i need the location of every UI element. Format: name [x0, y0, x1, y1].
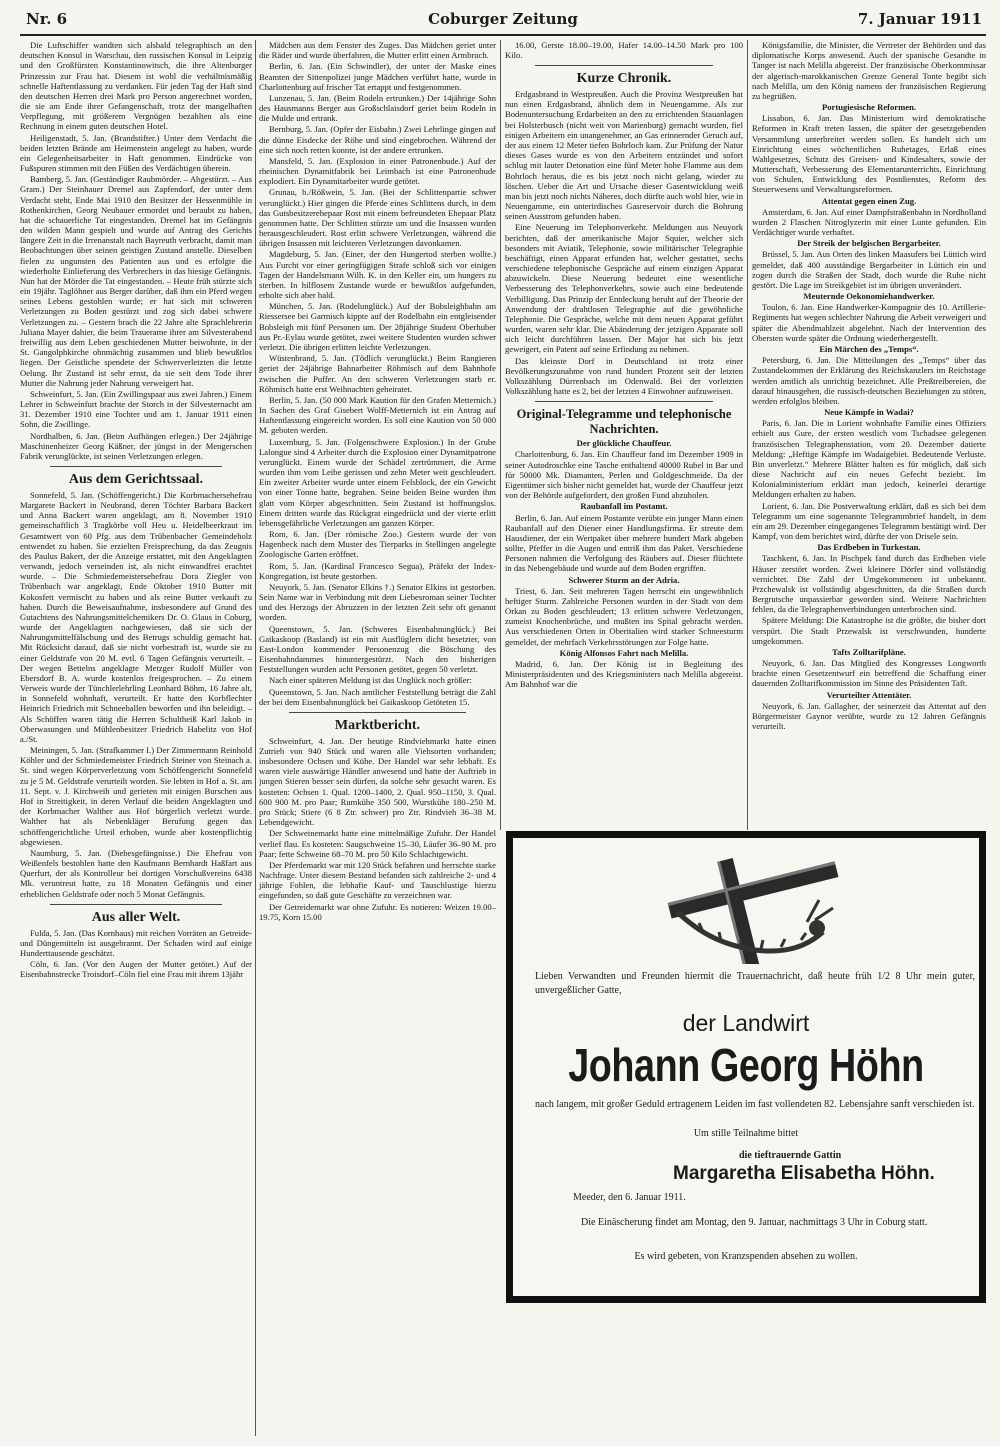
article-bamberg: Bamberg, 5. Jan. (Geständiger Raubmörder. – Abgestürzt. – Aus Gram.) Der Steinhauer Dremel aus Zapfendorf, der unter dem Verdacht steht, Ende Mai 1910 den Besitzer der Hessenmühle in Rothenkirchen, Georg Neubauer ermordet und beraubt zu haben, hat die schauerliche Tat eingestanden. Dremel hat im Gefängnis den wilden Mann gespielt und wurde auf Antrag des Gerichts längere Zeit in die Irrenanstalt nach Bayreuth verbracht, damit man Beobachtungen über seinen geistigen Zustand anstelle. Dieselben fielen zu ungunsten des Patienten aus und es erfolgte die wiederholte Einlieferung des Verbrechers in das hiesige Gefängnis. Nun hat der Mörder die Tat eingestanden. – Heute früh stürzte sich ein 19jähr. Taglöhner aus Berger darüber, daß ihm ein Pferd wegen seines Lebens gestohlen wurde; er hat sich mit schweren Verletzungen zu Boden gestürzt und zog sich dabei schwere Verletzungen zu. – Gestern brach die 22 Jahre alte Sprachlehrerin Juliana Mayer dahier, die beim Trauerame ihrer am Silvesterabend freiwillig aus dem Leben geschiedenen Mutter beiwohnte, in der St. Gangolphkirche ohnmächtig zusammen und blieb bewußtlos liegen. Der Geistliche spendete der Schwerverletzten die letzte Oelung. Ihr Zustand ist sehr ernst, da sie seit dem Tode ihrer Mutter die Nahrung jeder Nahrung verweigert hat.	[20, 174, 252, 388]
article-meiningen: Meiningen, 5. Jan. (Strafkammer I.) Der Zimmermann Reinhold Köhler und der Schmiedemeister Friedrich Steiner von Steinach a. St. sind wegen Körperverletzung vom Schöffengericht Sonnefeld zu je 5 M. Geldstrafe verurteilt worden. Sie lebten in Hof a. St. am 11. Sept. v. J. Kirchweih und gerieten mit einigen Burschen aus Hof in Streitigkeit, in deren Verlauf die beiden Angeklagten und der Korbmacher Walther aus Hof bürgerlich verletzt wurde. Walther hat als Nebenkläger Berufung gegen das schöffengerichtliche Urteil erhoben, wurde aber kostenpflichtig abgewiesen.	[20, 745, 252, 847]
column-rule	[747, 40, 748, 830]
article-rom-zoo: Rom, 6. Jan. (Der römische Zoo.) Gestern wurde der von Hagenbeck nach dem Muster des Tierparks in Stellingen angelegte Zoologische Garten eröffnet.	[259, 529, 496, 560]
article-erdgasbrand: Erdgasbrand in Westpreußen. Auch die Provinz Westpreußen hat nun einen Erdgasbrand, ähnlich dem in Neuengamme. Als zur Bodenuntersuchung Erdarbeiten an den zu errichtenden Stauanlagen bei Holsterbusch (nicht weit von Marienburg) gemacht wurden, fiel einigen Arbeitern ein unangenehmer, an Gas erinnernder Geruch auf, der aus einem 12 Meter tiefen Bohrloch kam. Zur Prüfung der Natur dieses Gases wurde es von den Arbeitern entzündet und sofort schlug mit lauter Detonation eine fünf Meter hohe Flamme aus dem Bohrloch heraus, die es bis jetzt noch nicht gelang, wieder zu löschen. Ueber die Art und Ursache dieser Gasentwicklung weiß man bis jetzt noch nichts Näheres, doch dürfte auch wohl hier, wie in Neuengamme, ein unterirdisches Gasreservoir durch die Bohrung seinen Ausstrom gefunden haben.	[505, 89, 743, 222]
article-taschkent-update: Spätere Meldung: Die Katastrophe ist die größte, die bisher dort verspürt. Die Stadt Przewalsk ist verschwunden, hunderte umgekommen.	[752, 615, 986, 646]
market-horses: Der Pferdemarkt war mit 120 Stück befahren und herrschte starke Nachfrage. Unter diesem Bestand befanden sich zahlreiche 2- und 4 jährige Fohlen, die lebhafte Kauf- und Tauschlustige hierzu eingefunden, so daß gute Geschäfte zu verzeichnen war.	[259, 859, 496, 901]
article-luxemburg: Luxemburg, 5. Jan. (Folgenschwere Explosion.) In der Grube Lalongue sind 4 Arbeiter durch die Explosion einer Dynamitpatrone verunglückt. Einem wurde der Schädel zertrümmert, die Arme wurden ihm vom Leibe gerissen und zehn Meter weit geschleudert. Ein zweiter Arbeiter wurde unter einem Felsblock, der ein Gewicht von einer Tonne hatte, begraben. Seine beiden Beine wurden ihm glatt vom Körper abgeschnitten. Sein Zustand ist hoffnungslos. Einem dritten wurde das Rückgrat eingedrückt und der vierte erlitt lebensgefährliche Verletzungen am ganzen Körper.	[259, 436, 496, 528]
masthead	[20, 8, 986, 36]
column-3	[505, 40, 743, 828]
market-grain-cont: 16.00, Gerste 18.00–19.00, Hafer 14.00–14.50 Mark pro 100 Kilo.	[505, 40, 743, 61]
article-coeln: Cöln, 6. Jan. (Vor den Augen der Mutter getötet.) Auf der Eisenbahnstrecke Troisdorf–Cöln fiel eine Frau mit ihrem 13jähr	[20, 959, 252, 980]
notice-flowers: Es wird gebeten, von Kranzspenden absehen zu wollen.	[634, 1251, 858, 1262]
article-sturm: Triest, 6. Jan. Seit mehreren Tagen herrscht ein ungewöhnlich heftiger Sturm. Zahlreiche Personen wurden in der Stadt von dem Orkan zu Boden geschleudert; 13 erlitten schwere Verletzungen, zumeist Knochenbrüche, und mußten ins Spital gebracht werden. Aus verschiedenen Orten in Oberitalien wird starker Schneesturm gemeldet, der mehrfach Verkehrsstörungen zur Folge hatte.	[505, 585, 743, 647]
article-taschkent: Taschkent, 6. Jan. In Pischpek fand durch das Erdbeben viele Häuser zerstört worden. Zwei kleinere Dörfer sind vollständig vernichtet. Die Zahl der Umgekommenen ist unbekannt. Przchewalsk ist vollständig abgeschnitten, da die Straßen durch Bergrutsche unpassierbar geworden sind. Weitere Nachrichten fehlen, da die Telegraphenverbindungen unterbrochen sind.	[752, 553, 986, 615]
notice-deceased-name: Johann Georg Höhn	[568, 1039, 924, 1091]
divider	[289, 712, 466, 713]
article-queenstown: Queenstown, 5. Jan. (Schweres Eisenbahnunglück.) Bei Gaikaskoop (Basland) ist ein mit Ausflüglern dicht besetzter, von East-London kommender Personenzug die Böschung des Eisenbahndammes hinuntergestürzt. Nach den bisherigen Feststellungen wurden acht Personen getötet, gegen 50 verletzt.	[259, 623, 496, 675]
article-heiligenstadt: Heiligenstadt, 5. Jan. (Brandstifter.) Unter dem Verdacht die beiden letzten Brände am Heimenstein angelegt zu haben, wurde ein Gelegenheitsarbeiter in Haft genommen. Eindrücke von Fußspuren stimmen mit den Füßen des Verdächtigen überein.	[20, 132, 252, 174]
cross-with-wreath-icon	[657, 848, 853, 964]
article-kleinstes-dorf: Das kleinste Dorf in Deutschland ist trotz einer Bevölkerungszunahme von rund hundert Prozent seit der letzten Volkszählung Dürrenbach im Odenwald. Bei der vorletzten Volkszählung hatte es 2, bei der letzten 4 Einwohner aufzuweisen.	[505, 355, 743, 397]
article-toulon: Toulon, 6. Jan. Eine Handwerker-Kompagnie des 10. Artillerie-Regiments hat wegen schlechter Nahrung die Arbeit verweigert und später die Abendmahlzeit abgelehnt. Nach der Intervention des Obersten wurde später die Ordnung wiederhergestellt.	[752, 302, 986, 343]
notice-text: nach langem, mit großer Geduld ertragenem Leiden im fast vollendeten 82. Lebensjahre sanft verschieden ist.	[535, 1099, 975, 1110]
headline-attentat: Attentat gegen einen Zug.	[821, 195, 917, 206]
notice-mourners: die tieftrauernde Gattin	[739, 1150, 842, 1161]
market-pigs: Der Schweinemarkt hatte eine mittelmäßige Zufuhr. Der Handel verlief flau. Es kosteten: Saugschweine 15–30, Läufer 36–90 M. pro Paar; fette Schweine 68–70 M. pro 50 Kilo Schlachtgewicht.	[259, 828, 496, 859]
article-queenstown-note: Nach einer späteren Meldung ist das Unglück noch größer:	[269, 675, 472, 686]
divider	[535, 401, 713, 402]
article-muenchen: München, 5. Jan. (Rodelunglück.) Auf der Bobsleighbahn am Riessersee bei Garmisch kippte auf der Rodelbahn ein entgleisender Bobsleigh mit fünf Personen um. Der 28jährige Student Oberhuber aus Pr.-Eylau wurde getötet, zwei weitere Studenten wurden schwer verletzt. Die übrigen erlitten leichte Verletzungen.	[259, 301, 496, 352]
market-grain: Der Getreidemarkt war ohne Zufuhr. Es notieren: Weizen 19.00–19.75, Korn 15.00	[259, 901, 496, 922]
headline-temps: Ein Märchen des „Temps“.	[819, 343, 919, 354]
headline-streik: Der Streik der belgischen Bergarbeiter.	[797, 238, 941, 249]
article-lorient: Lorient, 6. Jan. Die Postverwaltung erklärt, daß es sich bei dem Telegramm um eine sogenannte Telegrammbrief handelt, in dem ein am 29. Dezember eingegangenes Telegramm bestätigt wird. Der Kampf, von dem berichtet wird, dürfte der von Drisele sein.	[752, 500, 986, 542]
section-heading-market: Marktbericht.	[334, 718, 421, 733]
headline-erdbeben: Das Erdbeben in Turkestan.	[817, 542, 921, 553]
headline-raubanfall: Raubanfall im Postamt.	[580, 501, 668, 512]
article-nordhalben: Nordhalben, 6. Jan. (Beim Aufhängen erlegen.) Der 24jährige Maschinenheizer Georg Käßner, der jüngst in der Mengerschen Fabrik verunglückte, ist seinen Verletzungen erlegen.	[20, 430, 252, 461]
column-rule	[500, 40, 501, 830]
divider	[50, 466, 222, 467]
article-luftschiffer: Die Luftschiffer wandten sich alsbald telegraphisch an den deutschen Konsul in Warschau, den russischen Konsul in Leipzig und den Großfürsten Konstantinowitsch, die ihre Altenburger Prinzessin zur Frau hat. Diesem ist wohl die verhältnismäßig schnelle Haftentlassung zu verdanken. Für jeden Tag der Haft sind den deutschen Herren drei Mark pro Person angerechnet worden, die sie am Ende ihrer Gefangenschaft, trotz der mangelhaften Verpflegung, mit größerem Vergnügen bezahlten als eine Rechnung in einem guten deutschen Hotel.	[20, 40, 252, 132]
article-raubanfall: Berlin, 6. Jan. Auf einem Postamte verübte ein junger Mann einen Raubanfall auf den Diener einer Handlungsfirma. Er streute dem Hausdiener, der ein Wertpaket über mehrere hundert Mark abgeben sollte, Pfeffer in die Augen und entriß ihm das Paket. Verschiedene Personen nahmen die Verfolgung des Räubers auf. Dieser flüchtete in das Nebengebäude und wurde auf dem Boden ergriffen.	[505, 512, 743, 574]
death-notice	[506, 831, 986, 1303]
article-coeln-cont: Mädchen aus dem Fenster des Zuges. Das Mädchen geriet unter die Räder und wurde überfahren, die Mutter erlitt einen Armbruch.	[259, 40, 496, 61]
headline-attentaeter: Verurteilter Attentäter.	[826, 689, 912, 700]
notice-condolence-request: Um stille Teilnahme bittet	[693, 1128, 799, 1139]
headline-taft: Tafts Zolltarifpläne.	[832, 646, 906, 657]
article-chauffeur: Charlottenburg, 6. Jan. Ein Chauffeur fand im Dezember 1909 in seiner Autodroschke eine Tasche enthaltend 40000 Rubel in Bar und für 50000 Mk. Diamanten, Perlen und Goldgeschmeide. Da der Eigentümer sich bisher nicht gemeldet hat, wurde der Chauffeur jetzt von der Behörde aufgefordert, den großen Fund abzuholen.	[505, 449, 743, 501]
article-queenstown-update: Queenstown, 5. Jan. Nach amtlicher Feststellung beträgt die Zahl der bei dem Eisenbahnunglück bei Gaikaskoop Getöteten 15.	[259, 686, 496, 707]
article-mansfeld: Mansfeld, 5. Jan. (Explosion in einer Patronenbude.) Auf der rheinischen Dynamitfabrik bei Leimbach ist eine Patronenbude explodiert. Ein Dynamitarbeiter wurde getötet.	[259, 155, 496, 187]
article-alfonso: Madrid, 6. Jan. Der König ist in Begleitung des Ministerpräsidenten und des Kriegsministers nach Melilla abgereist. Am Bahnhof war die	[505, 658, 743, 690]
article-schweinfurt: Schweinfurt, 5. Jan. (Ein Zwillingspaar aus zwei Jahren.) Einem Lehrer in Schweinfurt brachte der Storch in der Silvesternacht am 31. Dezember 1910 eine Tochter und am 1. Januar 1911 einen Sohn, die Zwillinge.	[20, 388, 252, 430]
article-amsterdam: Amsterdam, 6. Jan. Auf einer Dampfstraßenbahn in Nordholland wurden 2 Flaschen Nitroglyzerin mit einer Lunte gefunden. Ein Verdächtiger wurde verhaftet.	[752, 206, 986, 238]
article-fulda: Fulda, 5. Jan. (Das Kornhaus) mit reichen Vorräten an Getreide- und Düngemitteln ist ausgebrannt. Der Schaden wird auf einige Hunderttausende geschätzt.	[20, 927, 252, 958]
article-telephon: Eine Neuerung im Telephonverkehr. Meldungen aus Neuyork berichten, daß der amerikanische Major Squier, welcher sich besonders mit Aviatik, Telephonie, sowie militärischer Telegraphie beschäftigt, einen Apparat erfunden hat, welcher gestattet, sechs verschiedene telephonische Gespräche auf einem einzigen Apparat abzuwickeln. Diese Neuerung bedeutet eine wesentliche Verbesserung des Telephonverkehrs, sowie auch eine bedeutende Verbilligung. Das Prinzip der Entdeckung beruht auf der Theorie der Anwendung der drahtlosen Telegraphie auf die gewöhnliche Telephonie. Die Gespräche, welche mit dem neuen Apparat geführt wurden, waren sehr klar. Die Abänderung der jetzigen Apparate soll sich leicht durchführen lassen. Der Major hat sich bis jetzt geweigert, ein Patent auf seine Erfindung zu nehmen.	[505, 222, 743, 355]
headline-chauffeur: Der glückliche Chauffeur.	[576, 438, 672, 449]
column-2	[259, 40, 496, 1436]
newspaper-title: Coburger Zeitung	[428, 10, 578, 28]
article-petersburg: Petersburg, 6. Jan. Die Mitteilungen des „Temps“ über das Zustandekommen der Erklärung des Reichskanzlers im Reichstage werden amtlich als unrichtig bezeichnet. Alle Preßtreibereien, die darauf hinausgehen, die russisch-deutschen Beziehungen zu stören, werden erfolglos bleiben.	[752, 355, 986, 406]
article-magdeburg: Magdeburg, 5. Jan. (Einer, der den Hungertod sterben wollte.) Aus Furcht vor einer geringfügigen Strafe schloß sich vor einigen Tagen der Handelsmann Wilh. K. in den Keller ein, um hungers zu sterben. In hilflosem Zustande wurde er bewußtlos aufgefunden, erholte sich aber bald.	[259, 249, 496, 301]
article-grunau: Grunau, b./Rößwein, 5. Jan. (Bei der Schlittenpartie schwer verunglückt.) Hier gingen die Pferde eines Schlittens durch, in dem das Gutsbesitzerehepaar Rost mit einem befreundeten Ehepaar Platz genommen hatte. Der Schlitten stürzte um und die Insassen wurden herausgeschleudert. Rost erlitt schwere Verletzungen, während die übrigen Insassen mit leichteren Verletzungen davonkamen.	[259, 187, 496, 249]
notice-intro: Lieben Verwandten und Freunden hiermit die Trauernachricht, daß heute früh 1/2 8 Uhr mein guter, unvergeßlicher Gatte,	[535, 971, 975, 996]
article-wuestenbrand: Wüstenbrand, 5. Jan. (Tödlich verunglückt.) Beim Rangieren geriet der 24jährige Bahnarbeiter Röhmisch auf dem Bahnhofe zwischen die Puffer. An den schweren Verletzungen starb er. Röhmisch hatte erst Weihnachten geheiratet.	[259, 353, 496, 394]
article-alfonso-cont: Königsfamilie, die Minister, die Vertreter der Behörden und das diplomatische Korps anwesend. Auch der spanische Gesandte in Tanger ist nach Melilla abgereist. Der französische Oberkommissar der algerisch-marokkanischen Grenze General Tonte begibt sich nach Melilla, um den König namens der französischen Regierung zu begrüßen.	[752, 40, 986, 101]
article-berlin-kaution: Berlin, 5. Jan. (50 000 Mark Kaution für den Grafen Metternich.) In Sachen des Graf Gisebert Wolff-Metternich ist ein Antrag auf Haftentlassung eingereicht worden. Es soll eine Kaution von 50 000 M. geboten werden.	[259, 394, 496, 436]
divider	[535, 65, 713, 66]
article-lissabon: Lissabon, 6. Jan. Das Ministerium wird demokratische Reformen in Kraft treten lassen, die später der gesetzgebenden Versammlung unterbreitet werden sollen. Es handelt sich um Einrichtung eines wöchentlichen Ruhetages, Erlaß eines Wahlgesetzes, Schutz des Greisen- und Kindesalters, sowie der Mutterschaft, Verbesserung des Elementarunterrichts, Einrichtung von Schulen, Entwicklung des Postdienstes, Reform des Steuerwesens und Verwaltungsreformen.	[752, 113, 986, 195]
article-bruessel: Brüssel, 5. Jan. Aus Orten des linken Maasufers bei Lüttich wird gemeldet, daß 400 ausständige Bergarbeiter in Lüttich ein und zogen durch die Straßen der Stadt, doch wurde die Ruhe nicht gestört. Die Lage im Streikgebiet ist im übrigen unverändert.	[752, 249, 986, 290]
article-sonnefeld: Sonnefeld, 5. Jan. (Schöffengericht.) Die Korbmachersehefrau Margarete Backert in Neubrand, deren Töchter Barbara Backert und Anna Backert waren angeklagt, am 8. November 1910 gemeinschaftlich 3 Tragkörbe voll Heu u. Heidelbeerkraut im Gesamtwert von 60 Pfg. aus dem Trübenbacher Gemeindeholz entwendet zu haben. Sie erzielten Freisprechung, da das Zeugnis des Paulus Bakert, der die Anzeige erstattet, mit den Angeklagten verwandt, jedoch verseinden ist, als nicht einwandfrei erachtet wurde. – Die Schmiedemeistersehefrau Dora Ziegler von Trübenbach war angeklagt, Ende Oktober 1910 Butter mit Kokosfett vermischt zu haben und als reine Butter verkauft zu haben. Durch die Beweisaufnahme, insbesondere auf Grund des Gutachtens des Nahrungsmittelchemikers Dr. O. Glaus in Coburg, wurde der Angeklagten nachgewiesen, daß sie sich der Nahrungsmittelfälschung und des Betrugs schuldig gemacht hat. Mit Rücksicht darauf, daß sie nicht vorbestraft ist, wurde sie zu einer Geldstrafe von 20 M. evtl. 6 Tagen Gefängnis verurteilt. – Der wegen Bettelns angeklagte Metzger Rudolf Müller von Ebersdorf B. A. wurde kostenlos freigesprochen. – Zu einem Verweis wurde der Tünchlerlehrling Leonhard Böhm, 16 Jahre alt, in Sonnefeld wohnhaft, verurteilt. Er hatte den Korbflechter Heinrich Friedrich mit Schneeballen beworfen und ihn beleidigt. – Als Schöffen waren tätig die Herren Schultheiß Karl Jakob in Oberwasungen und Mühlenbesitzer Friedrich Habelitz von Hof a./St.	[20, 489, 252, 744]
article-naumburg: Naumburg, 5. Jan. (Diebesgefängnisse.) Die Ehefrau von Weißenfels bestohlen hatte den Kaufmann Bernhardt Haßfart aus Querfurt, der als Kontrolleur bei dortigen Vorschußvereins 6438 Mk. veruntreut hatte, zu 18 Monaten Gefängnis und einer erheblichen Geldstrafe oder noch 5 Monat Gefängnis.	[20, 847, 252, 899]
notice-burial: Die Einäscherung findet am Montag, den 9. Januar, nachmittags 3 Uhr in Coburg statt.	[581, 1217, 928, 1228]
article-bernburg: Bernburg, 5. Jan. (Opfer der Eisbahn.) Zwei Lehrlinge gingen auf die dünne Eisdecke der Röhe und sind eingebrochen. Während der eine sich noch retten konnte, ist der andere ertrunken.	[259, 124, 496, 155]
section-heading-chronicle: Kurze Chronik.	[576, 71, 672, 87]
column-4	[752, 40, 986, 828]
market-cattle: Schweinfurt, 4. Jan. Der heutige Rindviehmarkt hatte einen Zutrieb von 940 Stück und waren alle Viehsorten vorhanden; insbesondere Ochsen und Kühe. Der Handel war sehr lebhaft. Es waren viele auswärtige Händler anwesend und hatte der Auftrieb in jungen Stieren besser sein dürfen, da solche sehr gesucht waren. Es kosteten: Ochsen 1. Qual. 1200–1400, 2. Qual. 950–1150, 3. Qual. 600 900 M. pro Paar; Rumkühe 350 500, Wurstkühe 180–250 M. pro Stück; Stiere (6 8 Ztr. schwer) pro Ztr. Rindvieh 36–38 M. Lebendgewicht.	[259, 735, 496, 828]
notice-widow-name: Margaretha Elisabetha Höhn.	[673, 1163, 935, 1184]
article-berlin-schwindler: Berlin, 6. Jan. (Ein Schwindler), der unter der Maske eines Beamten der Sittenpolizei junge Mädchen verführt hatte, wurde in Charlottenburg auf frischer Tat ertappt und festgenommen.	[259, 61, 496, 92]
article-lunzenau: Lunzenau, 5. Jan. (Beim Rodeln ertrunken.) Der 14jährige Sohn des Hausmanns Berger aus Großschlaisdorf geriet beim Rodeln in die Mulde und ertrank.	[259, 92, 496, 124]
headline-wadai: Neue Kämpfe in Wadai?	[824, 407, 914, 418]
column-rule	[255, 40, 256, 1436]
section-heading-world: Aus aller Welt.	[91, 909, 181, 925]
issue-date: 7. Januar 1911	[857, 10, 982, 28]
headline-portugal: Portugiesische Reformen.	[821, 102, 917, 113]
section-heading-court: Aus dem Gerichtssaal.	[68, 472, 204, 488]
headline-alfonso: König Alfonsos Fahrt nach Melilla.	[559, 647, 689, 658]
headline-meuterei: Meuternde Oekonomiehandwerker.	[803, 291, 935, 302]
headline-sturm: Schwerer Sturm an der Adria.	[568, 574, 680, 585]
notice-place-date: Meeder, den 6. Januar 1911.	[573, 1192, 686, 1203]
section-heading-telegrams: Original-Telegramme und telephonische Nachrichten.	[516, 407, 732, 437]
article-rom-kardinal: Rom, 5. Jan. (Kardinal Francesco Segua), Präfekt der Index-Kongregation, ist heute gestorben.	[259, 560, 496, 581]
article-gallagher: Neuyork, 6. Jan. Gallagher, der seinerzeit das Attentat auf den Bürgermeister Gaynor verübte, wurde zu 12 Jahren Gefängnis verurteilt.	[752, 700, 986, 732]
article-longworth: Neuyork, 6. Jan. Das Mitglied des Kongresses Longworth brachte einen Gesetzentwurf ein betreffend die Schaffung einer dauernden Zolltarifkommission im Sinne des Präsidenten Taft.	[752, 658, 986, 689]
page-number: Nr. 6	[26, 10, 68, 28]
column-1	[20, 40, 252, 1436]
notice-occupation: der Landwirt	[682, 1010, 810, 1036]
article-neuyork-elkins: Neuyork, 5. Jan. (Senator Elkins †.) Senator Elkins ist gestorben. Sein Name war in Verbindung mit dem Liebesroman seiner Tochter und des Herzogs der Abruzzen in der letzten Zeit sehr oft genannt worden.	[259, 581, 496, 623]
divider	[50, 904, 222, 905]
article-paris: Paris, 6. Jan. Die in Lorient wohnhafte Familie eines Offiziers erhielt aus Gure, der ersten westlich vom Tschadsee gelegenen französischen Telegraphenstation, vom 20. Dezember datierte Meldung: „Heftige Kämpfe im Wadaigebiet. Bedeutende Verluste. Bin unverletzt.“ Mehrere Blätter halten es für möglich, daß sich diese Nachricht auf ein neues Gefecht bezieht. Im Kolonialministerium erklärt man jedoch, keinerlei derartige Meldungen erhalten zu haben.	[752, 418, 986, 500]
